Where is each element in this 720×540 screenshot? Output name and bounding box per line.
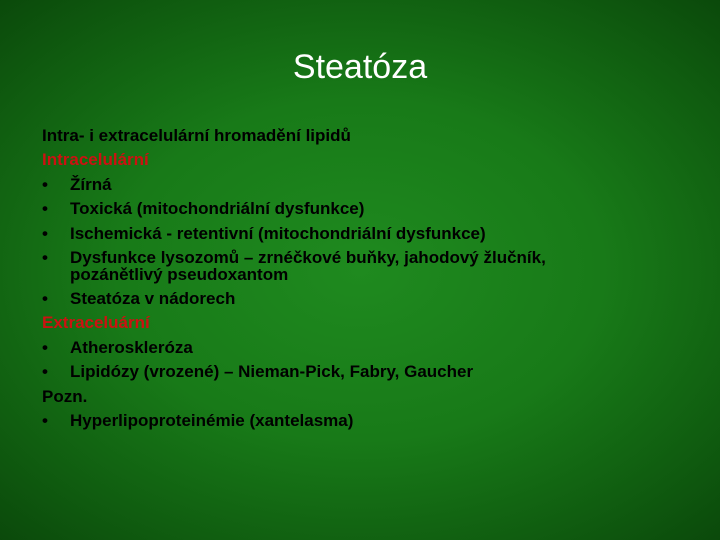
bullet-icon: • xyxy=(42,248,48,268)
list-item-text: Ischemická - retentivní (mitochondriální dysfunkce) xyxy=(70,223,486,243)
bullet-icon: • xyxy=(42,223,48,243)
list-item-text: Žírná xyxy=(70,174,112,194)
bullet-icon: • xyxy=(42,174,48,194)
list-item-text: Atheroskleróza xyxy=(70,337,193,357)
list-item xyxy=(42,246,682,287)
bullet-icon: • xyxy=(42,411,48,431)
list-item-text: Steatóza v nádorech xyxy=(70,289,236,309)
list-item xyxy=(42,287,682,311)
list-item xyxy=(42,360,682,384)
bullet-icon: • xyxy=(42,362,48,382)
slide-title: Steatóza xyxy=(292,48,428,86)
bullet-icon: • xyxy=(42,289,48,309)
bullet-icon: • xyxy=(42,337,48,357)
intracellular-heading: Intracelulární xyxy=(42,150,149,170)
list-item xyxy=(42,197,682,221)
note-heading: Pozn. xyxy=(42,386,88,406)
list-item xyxy=(42,409,682,433)
list-item xyxy=(42,173,682,197)
list-item-text: Toxická (mitochondriální dysfunkce) xyxy=(70,199,365,219)
bullet-icon: • xyxy=(42,199,48,219)
list-item-text: Hyperlipoproteinémie (xantelasma) xyxy=(70,411,354,431)
list-item xyxy=(42,336,682,360)
list-item-text-line: Dysfunkce lysozomů – zrnéčkové buňky, jahodový žlučník, xyxy=(70,248,546,268)
list-item xyxy=(42,222,682,246)
slide-body xyxy=(42,124,682,433)
intro-line: Intra- i extracelulární hromadění lipidů xyxy=(42,126,351,145)
list-item-text xyxy=(70,249,682,283)
list-item-text-line: pozánětlivý pseudoxantom xyxy=(70,265,289,285)
list-item-text: Lipidózy (vrozené) – Nieman-Pick, Fabry, Gaucher xyxy=(70,362,474,382)
extracellular-heading: Extraceluární xyxy=(42,313,150,333)
